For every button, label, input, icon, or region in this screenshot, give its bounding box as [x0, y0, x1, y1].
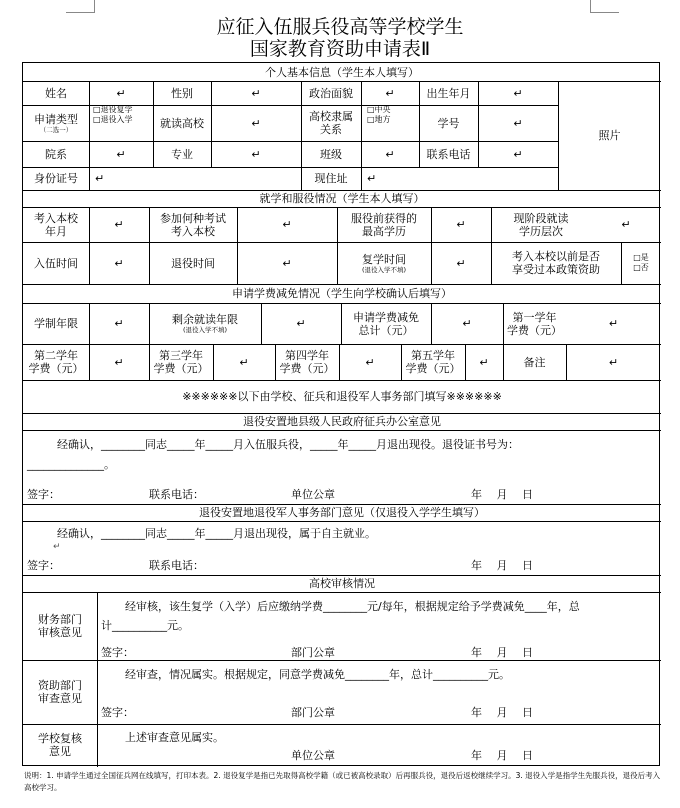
label-student-number: 学号: [437, 116, 460, 130]
prior-benefit-options[interactable]: [621, 242, 661, 284]
input-remaining-years[interactable]: ↵: [296, 317, 306, 330]
conscription-seal-label: 单位公章: [291, 488, 335, 501]
input-year1-tuition[interactable]: ↵: [608, 317, 619, 330]
input-year4-tuition[interactable]: ↵: [365, 355, 375, 369]
input-discharge-date[interactable]: ↵: [282, 256, 292, 270]
input-birth-date[interactable]: ↵: [513, 86, 523, 100]
label-school: 就读高校: [160, 116, 204, 130]
label-discharge-date: 退役时间: [171, 256, 215, 270]
input-student-number[interactable]: ↵: [513, 116, 523, 130]
photo-box[interactable]: 照片: [598, 129, 621, 142]
input-enlist-date[interactable]: ↵: [114, 256, 124, 270]
school-final-review-text: 上述审查意见属实。: [125, 731, 224, 744]
aid-date-label: 年 月 日: [471, 706, 533, 719]
label-remarks: 备注: [523, 355, 546, 369]
conscription-sign-label: 签字：: [27, 488, 60, 501]
input-year3-tuition[interactable]: ↵: [239, 355, 249, 369]
label-total-waiver: 申请学费减免 总计（元）: [353, 310, 419, 337]
label-year3-tuition: 第三学年 学费（元）: [153, 349, 209, 375]
label-year4-tuition: 第四学年 学费（元）: [279, 349, 335, 375]
veterans-confirmation-text: 经确认，________同志_____年_____月退出现役，属于自主就业。: [57, 527, 376, 540]
input-resume-date[interactable]: ↵: [456, 256, 466, 270]
aid-sign-label: 签字：: [101, 706, 134, 719]
checkbox-yes[interactable]: □是: [633, 253, 649, 262]
input-current-level[interactable]: ↵: [621, 218, 631, 231]
input-total-waiver[interactable]: ↵: [462, 317, 472, 330]
school-seal-label: 单位公章: [291, 749, 335, 762]
input-year5-tuition[interactable]: ↵: [479, 355, 489, 369]
label-aid-review: 资助部门 审查意见: [38, 679, 82, 705]
checkbox-local[interactable]: □地方: [367, 115, 391, 124]
label-phone: 联系电话: [426, 147, 471, 161]
input-political-status[interactable]: ↵: [385, 86, 395, 100]
section-header-tuition-waiver: 申请学费减免情况（学生向学校确认后填写）: [232, 287, 452, 300]
crop-mark-right: [590, 0, 619, 13]
input-department[interactable]: ↵: [116, 147, 126, 161]
veterans-phone-label: 联系电话：: [149, 559, 204, 572]
section-header-veterans-affairs: 退役安置地退役军人事务部门意见（仅退役入学学生填写）: [199, 506, 485, 519]
label-year5-tuition: 第五学年 学费（元）: [405, 349, 461, 375]
label-year2-tuition: 第二学年 学费（元）: [28, 349, 84, 375]
crop-mark-left: [66, 0, 95, 13]
finance-sign-label: 签字：: [101, 646, 134, 659]
input-phone[interactable]: ↵: [513, 147, 523, 161]
veterans-date-label: 年 月 日: [471, 559, 533, 572]
label-remaining-years: 剩余就读年限 (退役入学不填): [172, 313, 238, 334]
label-school-final-review: 学校复核 意见: [38, 731, 82, 758]
label-finance-review: 财务部门 审核意见: [38, 613, 82, 639]
input-program-length[interactable]: ↵: [114, 317, 124, 330]
section-header-study-service: 就学和服役情况（学生本人填写）: [259, 192, 425, 205]
input-entrance-exam[interactable]: ↵: [282, 218, 292, 231]
finance-review-text: 经审核，该生复学（入学）后应缴纳学费________元/每年，根据规定给予学费减免____年，总: [125, 600, 580, 613]
label-prior-benefit: 考入本校以前是否 享受过本政策资助: [512, 250, 600, 276]
finance-seal-label: 部门公章: [291, 646, 335, 659]
section-header-conscription-office: 退役安置地县级人民政府征兵办公室意见: [243, 415, 441, 428]
label-class: 班级: [320, 147, 342, 161]
veterans-sign-label: 签字：: [27, 559, 60, 572]
checkbox-central[interactable]: □中央: [367, 105, 391, 114]
input-education-before-service[interactable]: ↵: [456, 218, 466, 231]
official-use-divider: ※※※※※※以下由学校、征兵和退役军人事务部门填写※※※※※※: [182, 390, 502, 403]
finance-review-total: 计__________元。: [101, 619, 189, 632]
label-year1-tuition: 第一学年 学费（元）: [507, 310, 562, 337]
label-education-before-service: 服役前获得的 最高学历: [351, 211, 417, 238]
section-header-personal-info: 个人基本信息（学生本人填写）: [265, 65, 419, 79]
label-name: 姓名: [45, 86, 67, 100]
label-birth-date: 出生年月: [426, 86, 471, 100]
finance-date-label: 年 月 日: [471, 646, 533, 659]
input-id-number[interactable]: ↵: [95, 172, 105, 185]
aid-seal-label: 部门公章: [291, 706, 335, 719]
application-type-options[interactable]: [93, 105, 153, 141]
input-school[interactable]: ↵: [251, 116, 261, 130]
label-enroll-date: 考入本校 年月: [34, 211, 78, 238]
veterans-paragraph-mark: ↵: [53, 542, 61, 552]
conscription-phone-label: 联系电话：: [149, 488, 204, 501]
form-title-line2: 国家教育资助申请表Ⅱ: [249, 38, 431, 60]
checkbox-resume-study[interactable]: □退役复学: [93, 105, 133, 114]
label-entrance-exam: 参加何种考试 考入本校: [160, 211, 226, 238]
form-instructions-note: 说明：1. 申请学生通过全国征兵网在线填写，打印本表。2. 退役复学是指已先取得高校学籍（或已被高校录取）后再服兵役，退役后返校继续学习。3. 退役入学是指学生先服兵役，退役后考入高校学习。: [24, 771, 661, 792]
checkbox-enroll-after-service[interactable]: □退役入学: [93, 115, 133, 124]
input-gender[interactable]: ↵: [251, 86, 261, 100]
label-program-length: 学制年限: [34, 317, 78, 330]
conscription-date-label: 年 月 日: [471, 488, 533, 501]
input-remarks[interactable]: ↵: [608, 355, 619, 369]
conscription-certificate-line: ______________。: [27, 458, 115, 471]
section-header-school-review: 高校审核情况: [309, 577, 375, 590]
input-name[interactable]: ↵: [116, 86, 126, 100]
label-political-status: 政治面貌: [309, 86, 353, 100]
label-gender: 性别: [171, 86, 193, 100]
label-major: 专业: [171, 147, 193, 161]
aid-review-text: 经审查，情况属实。根据规定，同意学费减免________年，总计__________元。: [125, 668, 510, 681]
checkbox-no[interactable]: □否: [633, 263, 649, 272]
label-resume-date: 复学时间 (退役入学不填): [361, 252, 407, 274]
input-enroll-date[interactable]: ↵: [114, 218, 124, 231]
conscription-confirmation-text: 经确认，________同志_____年_____月入伍服兵役，_____年_____月退出现役。退役证书号为：: [57, 438, 519, 451]
input-address[interactable]: ↵: [367, 172, 377, 185]
input-year2-tuition[interactable]: ↵: [114, 355, 124, 369]
input-major[interactable]: ↵: [251, 147, 261, 161]
input-class[interactable]: ↵: [385, 147, 395, 161]
label-department: 院系: [45, 147, 67, 161]
application-form-table: [22, 62, 660, 766]
label-current-level: 现阶段就读 学历层次: [513, 211, 569, 238]
label-school-affiliation: 高校隶属 关系: [309, 110, 353, 136]
label-id-number: 身份证号: [34, 172, 78, 185]
label-application-type: 申请类型 （二选一）: [34, 112, 78, 134]
affiliation-options[interactable]: [367, 105, 419, 141]
school-date-label: 年 月 日: [471, 749, 533, 762]
form-title-line1: 应征入伍服兵役高等学校学生: [216, 16, 464, 38]
label-enlist-date: 入伍时间: [34, 256, 78, 270]
label-address: 现住址: [314, 172, 348, 185]
